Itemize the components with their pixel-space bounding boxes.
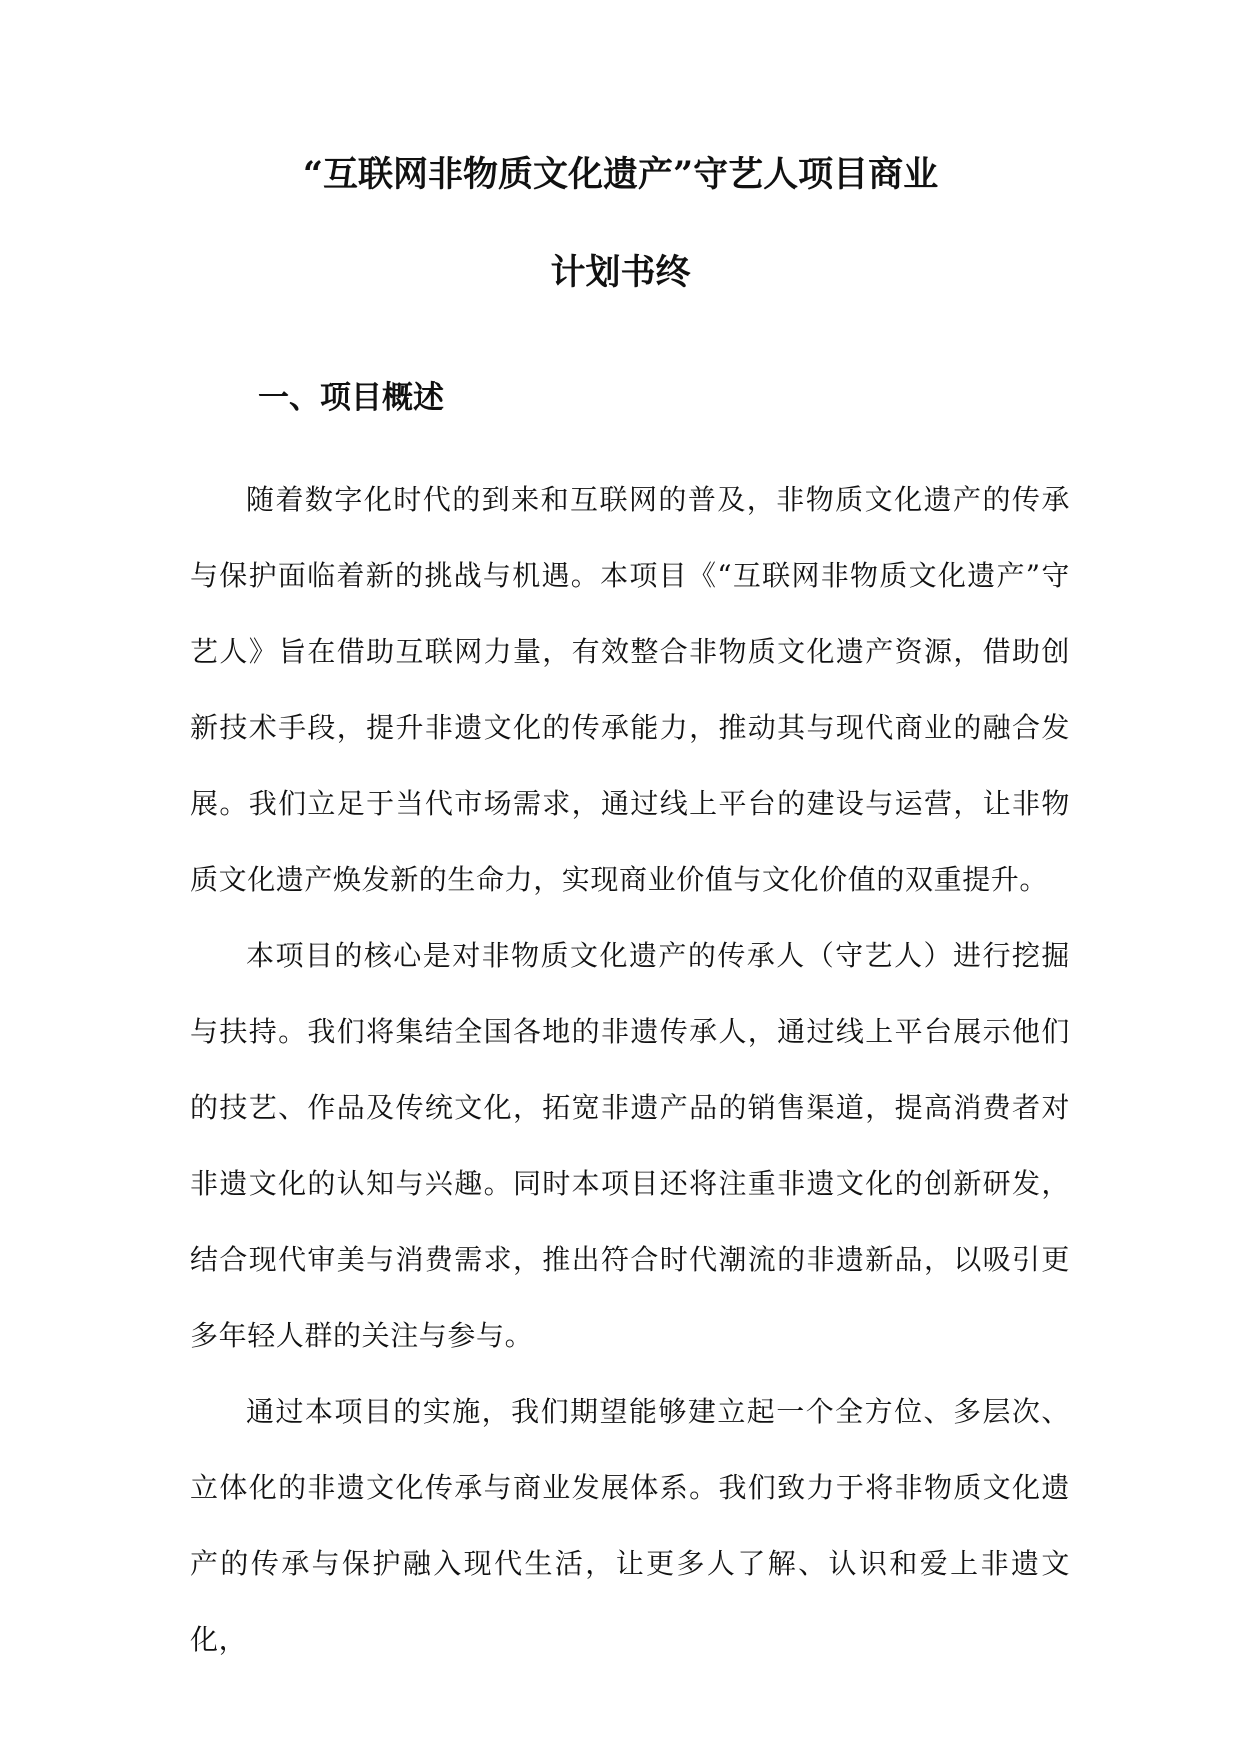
document-body [190, 462, 1070, 1678]
paragraph-2: 本项目的核心是对非物质文化遗产的传承人（守艺人）进行挖掘与扶持。我们将集结全国各地的非遗传承人，通过线上平台展示他们的技艺、作品及传统文化，拓宽非遗产品的销售渠道，提高消费者对非遗文化的认知与兴趣。同时本项目还将注重非遗文化的创新研发，结合现代审美与消费需求，推出符合时代潮流的非遗新品，以吸引更多年轻人群的关注与参与。 [190, 939, 1070, 1352]
document-title-line-2: 计划书终 [550, 252, 691, 293]
paragraph-1: 随着数字化时代的到来和互联网的普及，非物质文化遗产的传承与保护面临着新的挑战与机遇。本项目《“互联网非物质文化遗产”守艺人》旨在借助互联网力量，有效整合非物质文化遗产资源，借助创新技术手段，提升非遗文化的传承能力，推动其与现代商业的融合发展。我们立足于当代市场需求，通过线上平台的建设与运营，让非物质文化遗产焕发新的生命力，实现商业价值与文化价值的双重提升。 [190, 483, 1070, 896]
paragraph-3: 通过本项目的实施，我们期望能够建立起一个全方位、多层次、立体化的非遗文化传承与商业发展体系。我们致力于将非物质文化遗产的传承与保护融入现代生活，让更多人了解、认识和爱上非遗文化， [190, 1395, 1070, 1656]
section-heading-overview: 一、项目概述 [258, 380, 444, 416]
document-title-line-1: “互联网非物质文化遗产”守艺人项目商业 [302, 154, 939, 195]
